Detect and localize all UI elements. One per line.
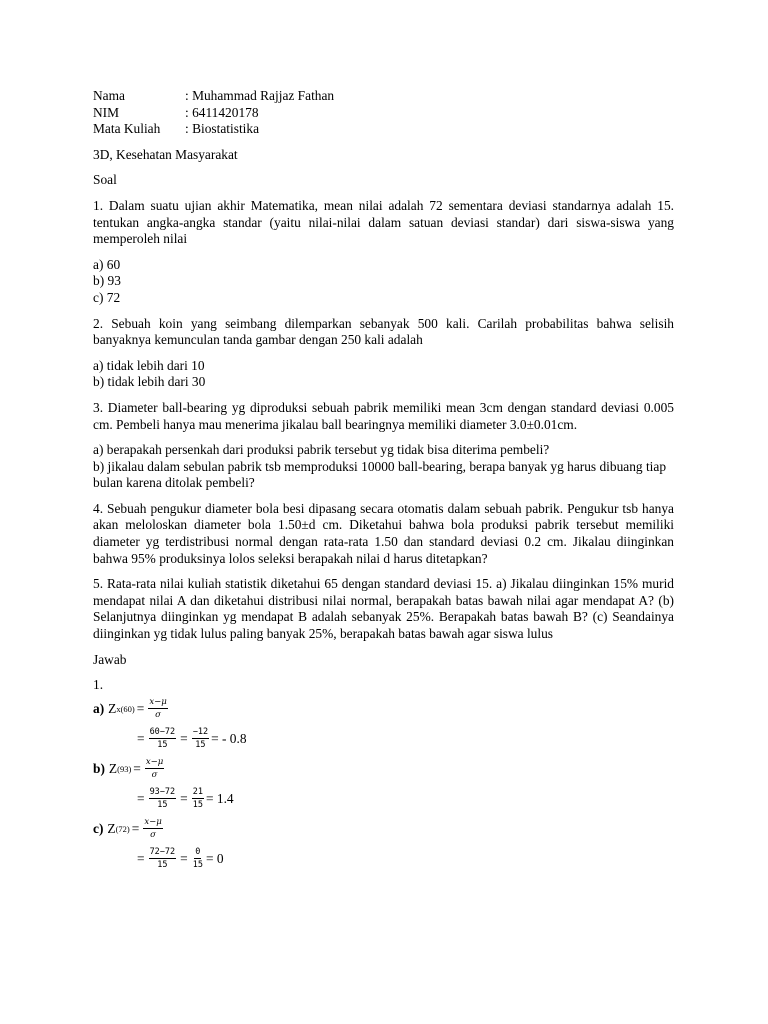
- soal-heading: Soal: [93, 172, 117, 188]
- formula-a-definition: a) Z x(60) = $\frac{x-\mu}{\sigma}$: [93, 697, 167, 721]
- question-2-text: 2. Sebuah koin yang seimbang dilemparkan sebanyak 500 kali. Carilah probabilitas bahwa selisih banyaknya kemunculan tanda gambar dengan 250 kali adalah: [93, 315, 674, 348]
- answer-number: 1.: [93, 677, 104, 693]
- formula-b-general-fraction: $\frac{x-\mu}{\sigma}$: [145, 757, 164, 781]
- question-1-option-b: b) 93: [93, 273, 121, 289]
- nama-value: : Muhammad Rajjaz Fathan: [185, 88, 335, 103]
- question-3-option-b: b) jikalau dalam sebulan pabrik tsb memproduksi 10000 ball-bearing, berapa banyak yg harus dibuang tiap bulan karena ditolak pembeli?: [93, 458, 667, 491]
- kelas-line: 3D, Kesehatan Masyarakat: [93, 146, 238, 162]
- formula-a-result: = - 0.8: [211, 730, 247, 746]
- info-row-nim: [93, 105, 674, 122]
- formula-c-result: = 0: [205, 850, 224, 866]
- formula-a-general-fraction: $\frac{x-\mu}{\sigma}$: [149, 697, 167, 721]
- nama-label: Nama: [93, 88, 125, 103]
- jawab-heading: Jawab: [93, 651, 127, 667]
- nim-label: NIM: [93, 104, 120, 120]
- question-1-option-c: c) 72: [93, 289, 121, 305]
- formula-c-computation: = $\frac{72-72}{15}$ = $\frac{0}{15}$ = 0: [137, 847, 224, 871]
- question-2-option-b: b) tidak lebih dari 30: [93, 374, 206, 390]
- question-4-text: 4. Sebuah pengukur diameter bola besi dipasang secara otomatis dalam sebuah pabrik. Pengukur tsb hanya akan meloloskan diameter bola 1.50±d cm. Diketahui bahwa bola produksi pabrik tersebut memiliki diameter yg terdistribusi normal dengan rata-rata 1.50 dan standard deviasi 0.2 cm. Jikalau diinginkan bahwa 95% produksinya lolos seleksi berapakah nilai d harus ditetapkan?: [93, 500, 674, 566]
- question-2-option-a: a) tidak lebih dari 10: [93, 357, 205, 373]
- formula-b-definition: b) Z (93) = $\frac{x-\mu}{\sigma}$: [93, 757, 164, 781]
- mata-kuliah-label: Mata Kuliah: [93, 121, 161, 137]
- info-row-mata-kuliah: [93, 121, 674, 138]
- question-3-text: 3. Diameter ball-bearing yg diproduksi sebuah pabrik memiliki mean 3cm dengan standard deviasi 0.005 cm. Pembeli hanya mau menerima jikalau ball bearingnya memiliki diameter 3.0±0.01cm.: [93, 399, 674, 432]
- document-content: [93, 88, 674, 874]
- student-info: [93, 88, 674, 138]
- formula-b-computation: = $\frac{93-72}{15}$ = $\frac{21}{15}$ = 1.4: [137, 787, 234, 811]
- info-row-nama: [93, 88, 674, 105]
- formula-b-result: = 1.4: [205, 790, 234, 806]
- question-5-text: 5. Rata-rata nilai kuliah statistik diketahui 65 dengan standard deviasi 15. a) Jikalau diinginkan 15% murid mendapat nilai A dan diketahui distribusi nilai normal, berapakah batas bawah nilai agar mendapat A? (b) Selanjutnya diinginkan yg mendapat B adalah sebanyak 25%. Berapakah batas bawah B? (c) Seandainya diinginkan yg tidak lulus paling banyak 25%, berapakah batas bawah agar siswa lulus: [93, 576, 674, 642]
- formula-c-z: Z: [107, 820, 116, 836]
- formula-c-fraction-1: $\frac{72-72}{15}$: [149, 847, 176, 871]
- nim-value: : 6411420178: [185, 104, 259, 120]
- formula-c-label: c): [93, 820, 104, 836]
- formula-b-fraction-2: $\frac{21}{15}$: [192, 787, 203, 811]
- formula-a-z: Z: [108, 700, 117, 716]
- question-1-option-a: a) 60: [93, 256, 121, 272]
- formula-a-fraction-2: $\frac{-12}{15}$: [192, 727, 209, 751]
- formula-a-label: a): [93, 700, 105, 716]
- question-3-option-a: a) berapakah persenkah dari produksi pabrik tersebut yg tidak bisa diterima pembeli?: [93, 442, 550, 458]
- formula-a-fraction-1: $\frac{60-72}{15}$: [149, 727, 176, 751]
- question-1-text: 1. Dalam suatu ujian akhir Matematika, mean nilai adalah 72 sementara deviasi standarnya adalah 15. tentukan angka-angka standar (yaitu nilai-nilai dalam satuan deviasi standar) dari siswa-siswa yang memperoleh nilai: [93, 197, 674, 247]
- formula-b-fraction-1: $\frac{93-72}{15}$: [149, 787, 176, 811]
- formula-b-label: b): [93, 760, 105, 776]
- mata-kuliah-value: : Biostatistika: [185, 121, 260, 137]
- formula-c-fraction-2: $\frac{0}{15}$: [192, 847, 203, 871]
- formula-a-computation: = $\frac{60-72}{15}$ = $\frac{-12}{15}$ = - 0.8: [137, 727, 247, 751]
- formula-c-general-fraction: $\frac{x-\mu}{\sigma}$: [144, 817, 162, 841]
- formula-b-z: Z: [108, 760, 118, 776]
- formula-c-definition: c) Z (72) = $\frac{x-\mu}{\sigma}$: [93, 817, 162, 841]
